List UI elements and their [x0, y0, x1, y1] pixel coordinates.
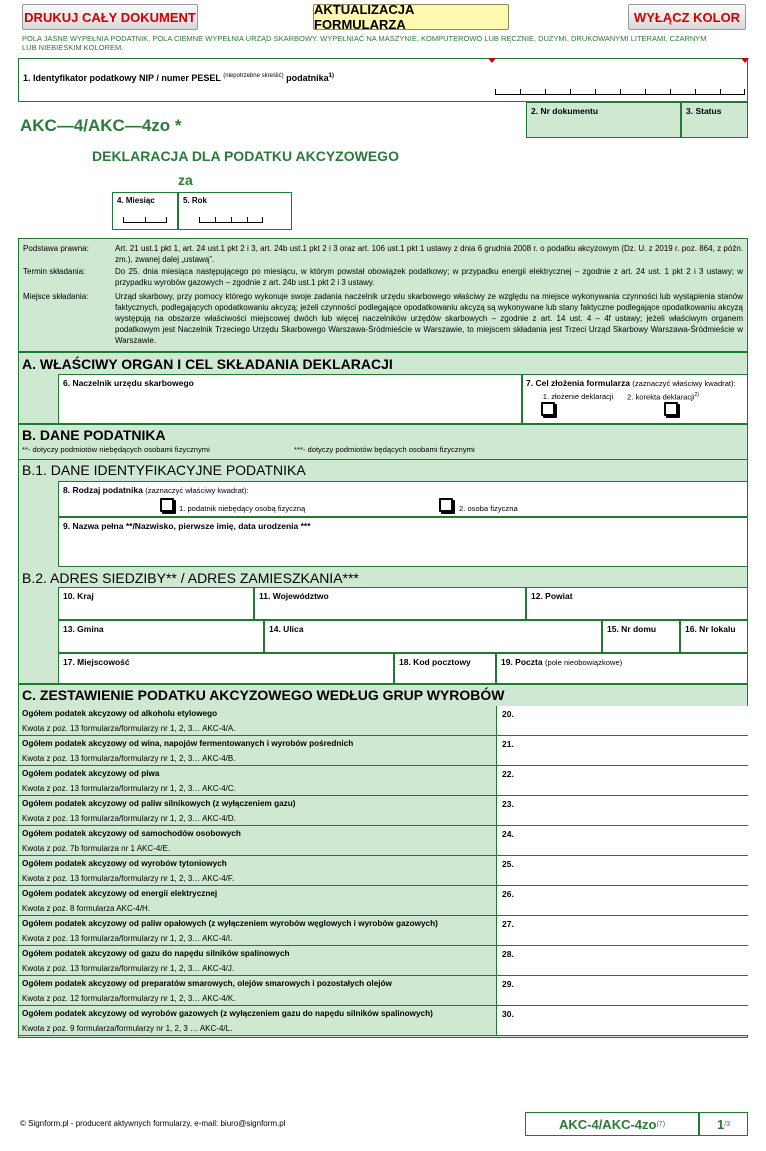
postal-code-label: 18. Kod pocztowy	[399, 657, 471, 667]
commune-label: 13. Gmina	[63, 624, 104, 634]
tax-amount-input[interactable]	[496, 796, 748, 826]
section-b-title: B. DANE PODATNIKA	[22, 427, 166, 443]
tax-amount-input[interactable]	[496, 1006, 748, 1036]
tax-group-row	[18, 826, 748, 856]
nip-ticks	[495, 89, 745, 95]
footer-version: (7)	[656, 1120, 666, 1128]
doc-number-field	[526, 102, 681, 138]
basis-label: Podstawa prawna:	[23, 244, 89, 253]
tax-group-row	[18, 946, 748, 976]
tax-group-source: Kwota z poz. 12 formularza/formularzy nr 1, 2, 3… AKC-4/K.	[22, 994, 236, 1003]
doc-number-label: 2. Nr dokumentu	[531, 106, 599, 116]
note-natural-person: ***- dotyczy podmiotów będących osobami fizycznymi	[294, 445, 475, 454]
street-field[interactable]	[264, 620, 602, 653]
tax-group-label: Ogółem podatek akcyzowy od paliw silnikowych (z wyłączeniem gazu)	[22, 799, 296, 808]
tax-group-source: Kwota z poz. 7b formularza nr 1 AKC-4/E.	[22, 844, 171, 853]
taxpayer-legal-checkbox[interactable]	[160, 498, 174, 512]
nip-suffix: podatnika	[286, 73, 329, 83]
purpose-correction-checkbox[interactable]	[664, 402, 678, 416]
tax-amount-number: 24.	[502, 829, 514, 839]
nip-pesel-field[interactable]	[18, 58, 748, 102]
taxpayer-type-hint: (zaznaczyć właściwy kwadrat):	[145, 486, 249, 495]
tax-group-source: Kwota z poz. 13 formularza/formularzy nr 1, 2, 3… AKC-4/B.	[22, 754, 236, 763]
tax-group-label: Ogółem podatek akcyzowy od piwa	[22, 769, 160, 778]
tax-group-source: Kwota z poz. 13 formularza/formularzy nr 1, 2, 3… AKC-4/J.	[22, 964, 235, 973]
form-code: AKC—4/AKC—4zo *	[20, 116, 182, 135]
tax-group-label: Ogółem podatek akcyzowy od alkoholu etylowego	[22, 709, 218, 718]
tax-amount-input[interactable]	[496, 976, 748, 1006]
tax-group-source: Kwota z poz. 13 formularza/formularzy nr 1, 2, 3… AKC-4/D.	[22, 814, 236, 823]
page-current: 1	[716, 1116, 725, 1132]
tax-amount-input[interactable]	[496, 886, 748, 916]
tax-group-row	[18, 706, 748, 736]
tax-group-row	[18, 1006, 748, 1036]
street-label: 14. Ulica	[269, 624, 304, 634]
tax-group-source: Kwota z poz. 8 formularza AKC-4/H.	[22, 904, 151, 913]
print-button[interactable]: DRUKUJ CAŁY DOKUMENT	[22, 4, 198, 30]
month-label: 4. Miesiąc	[117, 196, 155, 205]
city-label: 17. Miejscowość	[63, 657, 130, 667]
tax-amount-input[interactable]	[496, 916, 748, 946]
tax-group-label: Ogółem podatek akcyzowy od preparatów smarowych, olejów smarowych i pozostałych olejów	[22, 979, 392, 988]
tax-group-source: Kwota z poz. 13 formularza/formularzy nr 1, 2, 3… AKC-4/A.	[22, 724, 236, 733]
tax-amount-number: 21.	[502, 739, 514, 749]
footer-form-code	[525, 1112, 699, 1136]
city-field[interactable]	[58, 653, 394, 684]
tax-group-label: Ogółem podatek akcyzowy od samochodów osobowych	[22, 829, 241, 838]
tax-group-source: Kwota z poz. 9 formularza/formularzy nr 1, 2, 3 … AKC-4/L.	[22, 1024, 233, 1033]
taxpayer-type-opt2-label: 2. osoba fizyczna	[459, 504, 518, 513]
za-label: za	[178, 172, 193, 188]
county-label: 12. Powiat	[531, 591, 573, 601]
tax-group-source: Kwota z poz. 13 formularza/formularzy nr 1, 2, 3… AKC-4/C.	[22, 784, 236, 793]
tax-office-field[interactable]	[58, 374, 522, 424]
section-a-title: A. WŁAŚCIWY ORGAN I CEL SKŁADANIA DEKLARACJI	[22, 356, 393, 372]
page-number	[699, 1112, 748, 1136]
purpose-label: 7. Cel złożenia formularza	[526, 378, 630, 388]
country-label: 10. Kraj	[63, 591, 94, 601]
tax-amount-input[interactable]	[496, 766, 748, 796]
month-ticks	[123, 217, 167, 223]
tax-amount-number: 25.	[502, 859, 514, 869]
tax-amount-input[interactable]	[496, 856, 748, 886]
note-legal-entity: **- dotyczy podmiotów niebędących osobami fizycznymi	[22, 445, 210, 454]
house-number-label: 15. Nr domu	[607, 624, 657, 634]
purpose-opt2-label: 2. korekta deklaracji	[627, 392, 695, 402]
post-office-hint: (pole nieobowiązkowe)	[544, 658, 623, 667]
section-c-title: C. ZESTAWIENIE PODATKU AKCYZOWEGO WEDŁUG GRUP WYROBÓW	[22, 687, 505, 703]
apartment-number-label: 16. Nr lokalu	[685, 624, 736, 634]
status-label: 3. Status	[686, 106, 722, 116]
tax-group-source: Kwota z poz. 13 formularza/formularzy nr 1, 2, 3… AKC-4/I.	[22, 934, 233, 943]
tax-amount-number: 30.	[502, 1009, 514, 1019]
country-field[interactable]	[58, 587, 254, 620]
instructions: POLA JASNE WYPEŁNIA PODATNIK, POLA CIEMNE WYPEŁNIA URZĄD SKARBOWY. WYPEŁNIAĆ NA MASZYNIE, KOMPUTEROWO LUB RĘCZNIE, DUŻYMI, DRUKOWANYMI LITERAMI, CZARNYM LUB NIEBIESKIM KOLOREM.	[22, 34, 707, 52]
marker-icon	[741, 58, 749, 63]
toggle-color-button[interactable]: WYŁĄCZ KOLOR	[628, 4, 746, 30]
tax-group-row	[18, 916, 748, 946]
footer-credit: © Signform.pl - producent aktywnych formularzy, e-mail: biuro@signform.pl	[20, 1119, 286, 1128]
basis-text: Art. 21 ust.1 pkt 1, art. 24 ust.1 pkt 2 i 3, art. 24b ust.1 pkt 2 i 3 oraz art. 106 ust.1 pkt 1 ustawy z dnia 6 grudnia 2008 r. o podatku akcyzowym (Dz. U. z 2019 r. poz. 864, z późn. zm.), zwanej dalej „ustawą”.	[115, 244, 743, 264]
nip-sup: (niepotrzebne skreślić)	[223, 73, 284, 79]
tax-amount-number: 29.	[502, 979, 514, 989]
month-field[interactable]	[112, 192, 178, 230]
county-field[interactable]	[526, 587, 748, 620]
year-label: 5. Rok	[183, 196, 208, 205]
purpose-opt2-note: 2)	[694, 392, 699, 398]
tax-amount-input[interactable]	[496, 946, 748, 976]
tax-group-row	[18, 856, 748, 886]
year-field[interactable]	[178, 192, 292, 230]
voivodeship-field[interactable]	[254, 587, 526, 620]
update-form-button[interactable]: AKTUALIZACJA FORMULARZA	[313, 4, 509, 30]
post-office-field[interactable]	[496, 653, 748, 684]
tax-group-row	[18, 976, 748, 1006]
tax-office-label: 6. Naczelnik urzędu skarbowego	[63, 378, 194, 388]
tax-group-row	[18, 736, 748, 766]
tax-amount-number: 26.	[502, 889, 514, 899]
purpose-field	[522, 374, 748, 424]
divider	[18, 459, 748, 460]
tax-amount-number: 23.	[502, 799, 514, 809]
purpose-submit-checkbox[interactable]	[541, 402, 555, 416]
year-ticks	[199, 217, 263, 223]
tax-group-label: Ogółem podatek akcyzowy od gazu do napędu silników spalinowych	[22, 949, 290, 958]
page-total: /3	[724, 1120, 731, 1128]
taxpayer-person-checkbox[interactable]	[439, 498, 453, 512]
purpose-opt1-label: 1. złożenie deklaracji	[542, 392, 614, 401]
full-name-label: 9. Nazwa pełna **/Nazwisko, pierwsze imię, data urodzenia ***	[63, 521, 311, 531]
purpose-hint: (zaznaczyć właściwy kwadrat):	[632, 379, 736, 388]
taxpayer-type-label: 8. Rodzaj podatnika	[63, 485, 143, 495]
tax-amount-input[interactable]	[496, 706, 748, 736]
tax-amount-input[interactable]	[496, 826, 748, 856]
tax-group-label: Ogółem podatek akcyzowy od wyrobów gazowych (z wyłączeniem gazu do napędu silników spalinowych)	[22, 1009, 433, 1018]
tax-amount-number: 28.	[502, 949, 514, 959]
place-text: Urząd skarbowy, przy pomocy którego wykonuje swoje zadania naczelnik urzędu skarbowego właściwy ze względu na miejsce wykonywania czynności lub wystąpienia stanów faktycznych, podlegających opodatkowaniu akcyzą; jeżeli czynności podlegające opodatkowaniu akcyzą są wykonywane lub stany faktyczne podlegające opodatkowaniu akcyzą występują na obszarze właściwości miejscowej dwóch lub więcej naczelników urzędów skarbowych – zgodnie z art. 14 ust. 4 – 4f ustawy; jeżeli właściwym organem podatkowym jest Naczelnik Trzeciego Urzędu Skarbowego Warszawa-Śródmieście w Warszawie, to miejscem składania jest Trzeci Urząd Skarbowy Warszawa-Śródmieście w Warszawie.	[115, 292, 743, 345]
commune-field[interactable]	[58, 620, 264, 653]
form-title: DEKLARACJA DLA PODATKU AKCYZOWEGO	[92, 148, 399, 164]
tax-group-label: Ogółem podatek akcyzowy od paliw opałowych (z wyłączeniem wyrobów węglowych i wyrobów gazowych)	[22, 919, 438, 928]
tax-group-label: Ogółem podatek akcyzowy od energii elektrycznej	[22, 889, 218, 898]
tax-amount-input[interactable]	[496, 736, 748, 766]
full-name-field[interactable]	[58, 517, 748, 567]
section-b2-title: B.2. ADRES SIEDZIBY** / ADRES ZAMIESZKANIA***	[22, 570, 359, 586]
taxpayer-type-opt1-label: 1. podatnik niebędący osobą fizyczną	[179, 504, 306, 513]
footer-code-text: AKC-4/AKC-4zo	[558, 1116, 657, 1132]
nip-label: 1. Identyfikator podatkowy NIP / numer PESEL	[23, 73, 221, 83]
postal-code-field[interactable]	[394, 653, 496, 684]
tax-amount-number: 20.	[502, 709, 514, 719]
place-label: Miejsce składania:	[23, 292, 89, 301]
apartment-number-field[interactable]	[680, 620, 748, 653]
term-text: Do 25. dnia miesiąca następującego po miesiącu, w którym powstał obowiązek podatkowy; w przypadku energii elektrycznej – zgodnie z art. 24 ust. 1 pkt 2 i 3 ustawy; w przypadku wyrobów gazowych – zgodnie z art. 24b ust.1 pkt 2 i 3 ustawy.	[115, 267, 743, 287]
house-number-field[interactable]	[602, 620, 680, 653]
term-label: Termin składania:	[23, 267, 86, 276]
voivodeship-label: 11. Województwo	[259, 591, 329, 601]
section-b1-title: B.1. DANE IDENTYFIKACYJNE PODATNIKA	[22, 462, 306, 478]
tax-group-label: Ogółem podatek akcyzowy od wina, napojów fermentowanych i wyrobów pośrednich	[22, 739, 354, 748]
legal-info	[18, 238, 748, 352]
tax-group-row	[18, 886, 748, 916]
status-field	[681, 102, 748, 138]
marker-icon	[488, 58, 496, 63]
nip-note: 1)	[328, 73, 334, 79]
post-office-label: 19. Poczta	[501, 657, 543, 667]
tax-amount-number: 22.	[502, 769, 514, 779]
tax-group-row	[18, 796, 748, 826]
tax-group-label: Ogółem podatek akcyzowy od wyrobów tytoniowych	[22, 859, 227, 868]
tax-group-row	[18, 766, 748, 796]
tax-amount-number: 27.	[502, 919, 514, 929]
tax-group-source: Kwota z poz. 13 formularza/formularzy nr 1, 2, 3… AKC-4/F.	[22, 874, 235, 883]
